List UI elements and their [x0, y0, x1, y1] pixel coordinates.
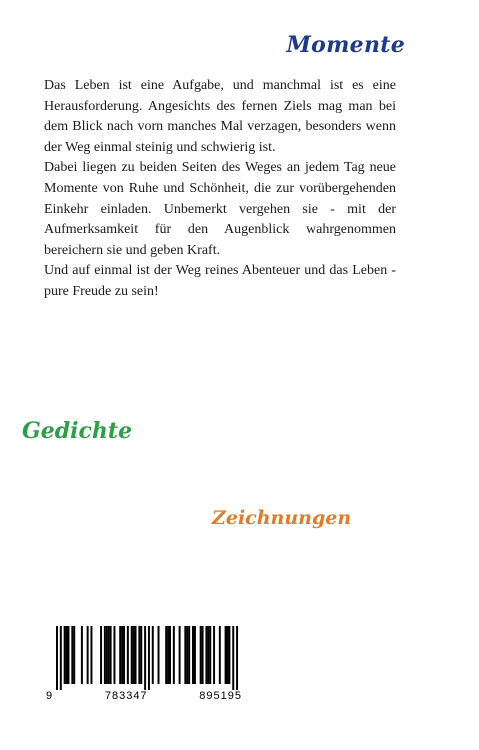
barcode-bar	[127, 626, 129, 684]
barcode-bar	[121, 626, 123, 684]
barcode-bar	[179, 626, 181, 684]
barcode-bar	[158, 626, 160, 684]
barcode-bar	[135, 626, 137, 684]
isbn-group-2: 895195	[199, 690, 242, 702]
barcode-bar	[165, 626, 167, 684]
barcode-bar	[64, 626, 66, 684]
barcode-bar	[123, 626, 125, 684]
barcode-bar	[192, 626, 194, 684]
isbn-group-1: 783347	[104, 690, 148, 702]
barcode-bar	[200, 626, 202, 684]
barcode-bar	[207, 626, 209, 684]
isbn-number	[46, 690, 242, 702]
barcode-bar	[225, 626, 227, 684]
barcode-bar	[67, 626, 69, 684]
barcode-bar	[113, 626, 115, 684]
isbn-prefix: 9	[46, 690, 54, 702]
barcode-bar	[236, 626, 238, 690]
barcode-bar	[100, 626, 102, 684]
barcode-bar	[152, 626, 154, 684]
paragraph-1: Das Leben ist eine Aufgabe, und manchmal ist es eine Herausforderung. Angesichts des fernen Ziels mag man bei dem Blick nach vorn manches Mal verzagen, besonders wenn der Weg einmal steinig und schwierig ist.	[44, 78, 396, 155]
barcode-bar	[148, 626, 150, 690]
barcode-bar	[131, 626, 133, 684]
barcode-bar	[108, 626, 110, 684]
isbn-barcode	[42, 626, 242, 716]
barcode-bar	[66, 626, 68, 684]
barcode-bar	[144, 626, 146, 690]
barcode-bar	[169, 626, 171, 684]
barcode-bar	[56, 626, 58, 690]
barcode-bar	[140, 626, 142, 684]
barcode-bar	[219, 626, 221, 684]
barcode-bar	[194, 626, 196, 684]
barcode-bar	[73, 626, 75, 684]
barcode-bar	[133, 626, 135, 684]
barcode-bar	[87, 626, 89, 684]
barcode-bar	[232, 626, 234, 690]
barcode-bar	[188, 626, 190, 684]
barcode-bar	[138, 626, 140, 684]
back-cover-text	[44, 76, 396, 303]
barcode-bar	[60, 626, 62, 690]
paragraph-2: Dabei liegen zu beiden Seiten des Weges an jedem Tag neue Momente von Ruhe und Schönheit, die zur vorübergehenden Einkehr einladen. Unbemerkt vergehen sie - mit der Aufmerksamkeit für den Augenblick wahrgenommen bereichern sie und geben Kraft.	[44, 160, 396, 258]
barcode-bar	[228, 626, 230, 684]
barcode-bar	[110, 626, 112, 684]
barcode-bars	[42, 626, 242, 690]
book-title: Momente	[286, 32, 405, 58]
label-zeichnungen: Zeichnungen	[212, 507, 352, 529]
barcode-bar	[119, 626, 121, 684]
barcode-bar	[106, 626, 108, 684]
paragraph-3: Und auf einmal ist der Weg reines Abenteuer und das Leben - pure Freude zu sein!	[44, 263, 396, 299]
barcode-bar	[71, 626, 73, 684]
barcode-bar	[227, 626, 229, 684]
barcode-bar	[167, 626, 169, 684]
label-gedichte: Gedichte	[22, 418, 133, 444]
barcode-bar	[81, 626, 83, 684]
barcode-bar	[173, 626, 175, 684]
barcode-bar	[209, 626, 211, 684]
barcode-bar	[202, 626, 204, 684]
barcode-bar	[90, 626, 92, 684]
barcode-bar	[104, 626, 106, 684]
barcode-bar	[213, 626, 215, 684]
barcode-bar	[205, 626, 207, 684]
barcode-bar	[184, 626, 186, 684]
barcode-bar	[186, 626, 188, 684]
